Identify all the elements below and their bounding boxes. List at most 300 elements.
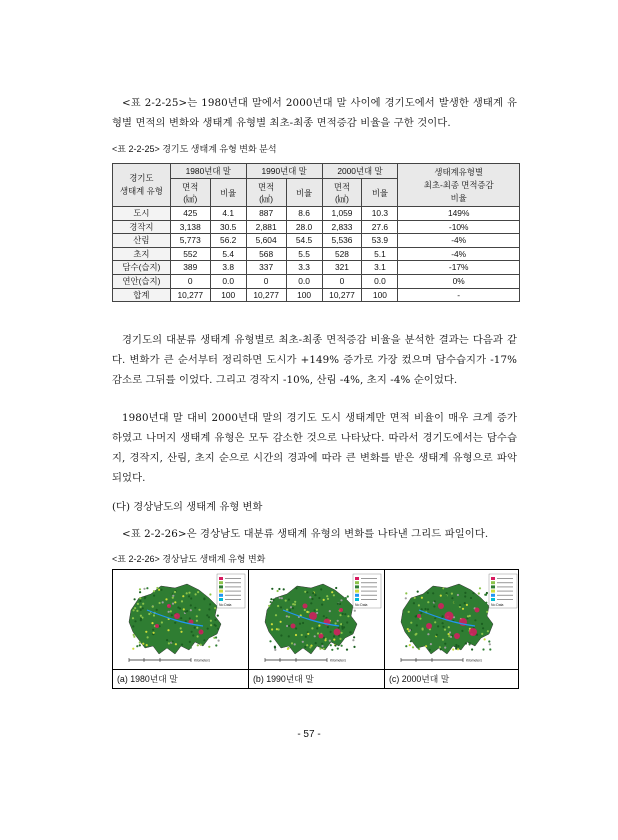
- landcover-pixel: [132, 617, 134, 619]
- landcover-pixel: [134, 620, 136, 622]
- landcover-pixel: [139, 588, 141, 590]
- landcover-pixel: [194, 607, 196, 609]
- section-intro-paragraph: [112, 524, 517, 544]
- cell: 56.2: [210, 234, 246, 248]
- landcover-pixel: [190, 647, 192, 649]
- figure-caption: <표 2-2-26> 경상남도 생태계 유형 변화: [112, 554, 266, 564]
- panel-label: (b) 1990년대 말: [249, 669, 384, 688]
- landcover-pixel: [146, 587, 148, 589]
- map-2000: [385, 570, 519, 672]
- landcover-pixel: [487, 630, 489, 632]
- landcover-pixel: [274, 649, 276, 651]
- cell: 3,138: [170, 220, 210, 234]
- legend-swatch: [355, 590, 359, 593]
- landcover-pixel: [473, 605, 475, 607]
- landcover-pixel: [327, 626, 329, 628]
- landcover-pixel: [288, 616, 290, 618]
- header-2000: 2000년대 말: [322, 164, 398, 179]
- landcover-pixel: [337, 648, 339, 650]
- landcover-pixel: [217, 615, 219, 617]
- landcover-pixel: [334, 644, 336, 646]
- landcover-pixel: [405, 597, 407, 599]
- landcover-pixel: [198, 609, 200, 611]
- landcover-pixel: [312, 592, 314, 594]
- landcover-pixel: [333, 594, 335, 596]
- landcover-pixel: [304, 591, 306, 593]
- legend-swatch: [355, 577, 359, 580]
- landcover-pixel: [286, 609, 288, 611]
- landcover-pixel: [415, 615, 417, 617]
- landcover-pixel: [166, 639, 168, 641]
- legend-swatch: [355, 585, 359, 588]
- landcover-pixel: [488, 640, 490, 642]
- landcover-pixel: [153, 614, 155, 616]
- landcover-pixel: [320, 588, 322, 590]
- scale-unit: Kilometers: [330, 658, 347, 663]
- header-area-1980: 면적 (㎢): [170, 179, 210, 207]
- urban-area: [319, 634, 324, 639]
- landcover-pixel: [282, 643, 284, 645]
- landcover-pixel: [171, 647, 173, 649]
- landcover-pixel: [477, 622, 479, 624]
- landcover-pixel: [288, 625, 290, 627]
- landcover-pixel: [346, 649, 348, 651]
- landcover-pixel: [442, 639, 444, 641]
- landcover-pixel: [277, 590, 279, 592]
- legend-swatch: [491, 585, 495, 588]
- landcover-pixel: [345, 597, 347, 599]
- landcover-pixel: [337, 601, 339, 603]
- legend-nodata: No Data: [219, 603, 232, 607]
- landcover-pixel: [295, 587, 297, 589]
- landcover-pixel: [340, 599, 342, 601]
- cell: 0%: [398, 274, 520, 288]
- landcover-pixel: [437, 625, 439, 627]
- landcover-pixel: [208, 646, 210, 648]
- legend-swatch: [219, 581, 223, 584]
- cell: 887: [246, 207, 286, 221]
- cell: 552: [170, 247, 210, 261]
- table-row-total: [113, 288, 520, 302]
- landcover-pixel: [457, 594, 459, 596]
- cell: 0.0: [210, 274, 246, 288]
- landcover-pixel: [305, 619, 307, 621]
- cell: 8.6: [286, 207, 322, 221]
- landcover-pixel: [444, 647, 446, 649]
- landcover-pixel: [189, 641, 191, 643]
- landcover-pixel: [337, 620, 339, 622]
- landcover-pixel: [290, 606, 292, 608]
- row-type: 합계: [113, 288, 171, 302]
- landcover-pixel: [418, 604, 420, 606]
- cell: 0: [322, 274, 362, 288]
- landcover-pixel: [214, 607, 216, 609]
- cell: -4%: [398, 234, 520, 248]
- cell: -: [398, 288, 520, 302]
- landcover-pixel: [134, 598, 136, 600]
- cell: 2,833: [322, 220, 362, 234]
- header-type: 경기도 생태계 유형: [113, 164, 171, 207]
- landcover-pixel: [295, 627, 297, 629]
- landcover-pixel: [407, 628, 409, 630]
- landcover-pixel: [274, 647, 276, 649]
- legend-entry-line: [225, 591, 241, 592]
- landcover-pixel: [478, 617, 480, 619]
- landcover-pixel: [306, 611, 308, 613]
- landcover-pixel: [489, 648, 491, 650]
- landcover-pixel: [155, 634, 157, 636]
- landcover-pixel: [457, 645, 459, 647]
- landcover-pixel: [321, 643, 323, 645]
- landcover-pixel: [338, 627, 340, 629]
- cell: 3.8: [210, 261, 246, 275]
- legend-swatch: [491, 577, 495, 580]
- landcover-pixel: [478, 602, 480, 604]
- landcover-pixel: [278, 588, 280, 590]
- legend-entry-line: [497, 578, 513, 579]
- landcover-pixel: [481, 623, 483, 625]
- landcover-pixel: [275, 614, 277, 616]
- landcover-pixel: [140, 618, 142, 620]
- landcover-pixel: [474, 619, 476, 621]
- landcover-pixel: [485, 594, 487, 596]
- landcover-pixel: [353, 646, 355, 648]
- landcover-pixel: [269, 640, 271, 642]
- table-row: [113, 207, 520, 221]
- landcover-pixel: [139, 591, 141, 593]
- landcover-pixel: [282, 620, 284, 622]
- landcover-pixel: [174, 622, 176, 624]
- landcover-pixel: [327, 598, 329, 600]
- landcover-pixel: [286, 615, 288, 617]
- legend-swatch: [491, 581, 495, 584]
- landcover-pixel: [190, 597, 192, 599]
- landcover-pixel: [424, 608, 426, 610]
- landcover-pixel: [270, 598, 272, 600]
- section-intro-text: <표 2-2-26>은 경상남도 대분류 생태계 유형의 변화를 나타낸 그리드 파일이다.: [122, 528, 489, 540]
- landcover-pixel: [316, 627, 318, 629]
- landcover-pixel: [165, 598, 167, 600]
- landcover-pixel: [283, 588, 285, 590]
- landcover-pixel: [460, 590, 462, 592]
- analysis-paragraph-2: [112, 408, 517, 488]
- landcover-pixel: [468, 621, 470, 623]
- map-1990: [249, 570, 385, 672]
- header-1980: 1980년대 말: [170, 164, 246, 179]
- landcover-pixel: [326, 595, 328, 597]
- landcover-pixel: [280, 634, 282, 636]
- map-1980: [113, 570, 248, 672]
- landcover-pixel: [324, 639, 326, 641]
- legend-nodata: No Data: [491, 603, 504, 607]
- landcover-pixel: [197, 591, 199, 593]
- landcover-pixel: [484, 638, 486, 640]
- landcover-pixel: [452, 648, 454, 650]
- cell: 337: [246, 261, 286, 275]
- landcover-pixel: [329, 616, 331, 618]
- landcover-pixel: [139, 597, 141, 599]
- landcover-pixel: [159, 602, 161, 604]
- table-caption: <표 2-2-25> 경기도 생태계 유형 변화 분석: [112, 144, 277, 154]
- landcover-pixel: [170, 592, 172, 594]
- cell: 0: [246, 274, 286, 288]
- landcover-pixel: [136, 645, 138, 647]
- landcover-pixel: [323, 648, 325, 650]
- landcover-pixel: [293, 648, 295, 650]
- landcover-pixel: [214, 619, 216, 621]
- landcover-pixel: [409, 615, 411, 617]
- landcover-pixel: [142, 607, 144, 609]
- cell: 100: [286, 288, 322, 302]
- landcover-pixel: [136, 610, 138, 612]
- landcover-pixel: [412, 646, 414, 648]
- landcover-pixel: [433, 594, 435, 596]
- landcover-pixel: [478, 592, 480, 594]
- landcover-pixel: [200, 644, 202, 646]
- cell: 1,059: [322, 207, 362, 221]
- landcover-pixel: [280, 621, 282, 623]
- landcover-pixel: [133, 636, 135, 638]
- map-landmass: [401, 584, 493, 654]
- landcover-pixel: [331, 649, 333, 651]
- landcover-pixel: [156, 609, 158, 611]
- landcover-pixel: [453, 601, 455, 603]
- landcover-pixel: [215, 644, 217, 646]
- landcover-pixel: [445, 595, 447, 597]
- landcover-pixel: [469, 643, 471, 645]
- landcover-pixel: [285, 600, 287, 602]
- landcover-pixel: [455, 644, 457, 646]
- landcover-pixel: [188, 595, 190, 597]
- landcover-pixel: [271, 588, 273, 590]
- landcover-pixel: [353, 636, 355, 638]
- cell: 3.3: [286, 261, 322, 275]
- landcover-pixel: [314, 635, 316, 637]
- header-ratio-1990: 비율: [286, 179, 322, 207]
- landcover-pixel: [268, 605, 270, 607]
- legend-swatch: [219, 585, 223, 588]
- map-legend: [489, 574, 517, 608]
- landcover-pixel: [409, 629, 411, 631]
- landcover-pixel: [347, 595, 349, 597]
- landcover-pixel: [210, 624, 212, 626]
- landcover-pixel: [422, 628, 424, 630]
- panel-label: (c) 2000년대 말: [385, 669, 518, 688]
- cell: 0: [170, 274, 210, 288]
- landcover-pixel: [440, 592, 442, 594]
- scale-bar: [129, 658, 210, 663]
- landcover-pixel: [276, 628, 278, 630]
- landcover-pixel: [442, 626, 444, 628]
- landcover-pixel: [471, 648, 473, 650]
- row-type: 도시: [113, 207, 171, 221]
- landcover-pixel: [215, 636, 217, 638]
- legend-entry-line: [497, 586, 513, 587]
- landcover-pixel: [175, 643, 177, 645]
- scale-bar: [401, 658, 482, 663]
- landcover-pixel: [314, 609, 316, 611]
- landcover-pixel: [271, 623, 273, 625]
- landcover-pixel: [172, 603, 174, 605]
- landcover-pixel: [459, 604, 461, 606]
- landcover-pixel: [277, 605, 279, 607]
- landcover-pixel: [147, 636, 149, 638]
- cell: 149%: [398, 207, 520, 221]
- landcover-pixel: [409, 644, 411, 646]
- legend-entry-line: [225, 599, 241, 600]
- landcover-pixel: [342, 613, 344, 615]
- table-row: [113, 220, 520, 234]
- landcover-pixel: [481, 633, 483, 635]
- legend-swatch: [491, 598, 495, 601]
- landcover-pixel: [486, 611, 488, 613]
- landcover-pixel: [420, 612, 422, 614]
- header-change: 생태계유형별 최초-최종 면적증감 비율: [398, 164, 520, 207]
- legend-entry-line: [225, 586, 241, 587]
- landcover-pixel: [137, 603, 139, 605]
- landcover-pixel: [139, 600, 141, 602]
- map-panel-2000: [384, 570, 518, 688]
- cell: 5,773: [170, 234, 210, 248]
- landcover-pixel: [432, 592, 434, 594]
- landcover-pixel: [279, 597, 281, 599]
- table-row: [113, 234, 520, 248]
- landcover-pixel: [472, 592, 474, 594]
- map-legend: [217, 574, 245, 608]
- landcover-pixel: [132, 625, 134, 627]
- landcover-pixel: [270, 601, 272, 603]
- urban-area: [417, 614, 421, 618]
- landcover-pixel: [329, 610, 331, 612]
- landcover-pixel: [318, 625, 320, 627]
- landcover-pixel: [427, 592, 429, 594]
- landcover-pixel: [288, 635, 290, 637]
- analysis-text-1: 경기도의 대분류 생태계 유형별로 최초-최종 면적증감 비율을 분석한 결과는 다음과 같다. 변화가 큰 순서부터 정리하면 도시가 +149% 증가로 가장 컸으며 담수습지가 -17% 감소로 그뒤를 이었다. 그리고 경작지 -10%, 산림 -4%, 초지 -4% 순이었다.: [112, 334, 517, 386]
- section-heading: (다) 경상남도의 생태계 유형 변화: [112, 501, 263, 513]
- landcover-pixel: [286, 625, 288, 627]
- legend-entry-line: [361, 578, 377, 579]
- cell: 100: [362, 288, 398, 302]
- map-legend: [353, 574, 381, 608]
- row-type: 산림: [113, 234, 171, 248]
- legend-nodata: No Data: [355, 603, 368, 607]
- landcover-pixel: [140, 615, 142, 617]
- cell: 54.5: [286, 234, 322, 248]
- legend-swatch: [355, 594, 359, 597]
- landcover-pixel: [163, 592, 165, 594]
- landcover-pixel: [316, 612, 318, 614]
- landcover-pixel: [180, 627, 182, 629]
- landcover-pixel: [180, 631, 182, 633]
- landcover-pixel: [466, 604, 468, 606]
- landcover-pixel: [172, 641, 174, 643]
- landcover-pixel: [188, 592, 190, 594]
- landcover-pixel: [464, 602, 466, 604]
- landcover-pixel: [140, 606, 142, 608]
- legend-entry-line: [361, 591, 377, 592]
- landcover-pixel: [156, 587, 158, 589]
- landcover-pixel: [162, 648, 164, 650]
- landcover-pixel: [281, 597, 283, 599]
- urban-area: [199, 630, 204, 635]
- landcover-pixel: [314, 594, 316, 596]
- landcover-pixel: [139, 641, 141, 643]
- landcover-pixel: [323, 599, 325, 601]
- landcover-pixel: [186, 592, 188, 594]
- landcover-pixel: [162, 601, 164, 603]
- cell: 10,277: [246, 288, 286, 302]
- cell: 27.6: [362, 220, 398, 234]
- landcover-pixel: [168, 611, 170, 613]
- landcover-pixel: [183, 608, 185, 610]
- landcover-pixel: [289, 609, 291, 611]
- landcover-pixel: [209, 603, 211, 605]
- urban-area: [174, 613, 180, 619]
- landcover-pixel: [292, 607, 294, 609]
- cell: -4%: [398, 247, 520, 261]
- landcover-pixel: [337, 596, 339, 598]
- scale-unit: Kilometers: [466, 658, 483, 663]
- landcover-pixel: [335, 587, 337, 589]
- cell: 30.5: [210, 220, 246, 234]
- legend-swatch: [219, 590, 223, 593]
- landcover-pixel: [306, 591, 308, 593]
- landcover-pixel: [425, 645, 427, 647]
- row-type: 연안(습지): [113, 274, 171, 288]
- landcover-pixel: [451, 597, 453, 599]
- landcover-pixel: [309, 646, 311, 648]
- landcover-pixel: [210, 620, 212, 622]
- landcover-pixel: [194, 627, 196, 629]
- urban-area: [291, 624, 296, 629]
- landcover-pixel: [352, 639, 354, 641]
- landcover-pixel: [436, 634, 438, 636]
- header-ratio-1980: 비율: [210, 179, 246, 207]
- landcover-pixel: [349, 631, 351, 633]
- landcover-pixel: [299, 623, 301, 625]
- landcover-pixel: [470, 597, 472, 599]
- landcover-pixel: [430, 643, 432, 645]
- urban-area: [426, 623, 432, 629]
- map-panel-1990: [248, 570, 384, 688]
- cell: 0.0: [362, 274, 398, 288]
- table-row: [113, 247, 520, 261]
- landcover-pixel: [294, 643, 296, 645]
- landcover-pixel: [133, 609, 135, 611]
- landcover-pixel: [153, 595, 155, 597]
- landcover-pixel: [420, 622, 422, 624]
- cell: -17%: [398, 261, 520, 275]
- landcover-pixel: [460, 593, 462, 595]
- landcover-pixel: [408, 611, 410, 613]
- cell: 0.0: [286, 274, 322, 288]
- landcover-pixel: [341, 632, 343, 634]
- landcover-pixel: [151, 622, 153, 624]
- cell: 5.5: [286, 247, 322, 261]
- landcover-pixel: [444, 629, 446, 631]
- landcover-pixel: [448, 633, 450, 635]
- landcover-pixel: [207, 628, 209, 630]
- analysis-text-2: 1980년대 말 대비 2000년대 말의 경기도 도시 생태계만 면적 비율이 매우 크게 증가하였고 나머지 생태계 유형은 모두 감소한 것으로 나타났다. 따라서 경기도에서는 담수습지, 경작지, 산림, 초지 순으로 시간의 경과에 따라 큰 변화를 받은 생태계 유형으로 파악되었다.: [112, 412, 517, 484]
- landcover-pixel: [450, 636, 452, 638]
- header-area-2000: 면적 (㎢): [322, 179, 362, 207]
- landcover-pixel: [318, 597, 320, 599]
- landcover-pixel: [427, 601, 429, 603]
- landcover-pixel: [444, 588, 446, 590]
- landcover-pixel: [217, 628, 219, 630]
- landcover-pixel: [144, 596, 146, 598]
- legend-entry-line: [361, 595, 377, 596]
